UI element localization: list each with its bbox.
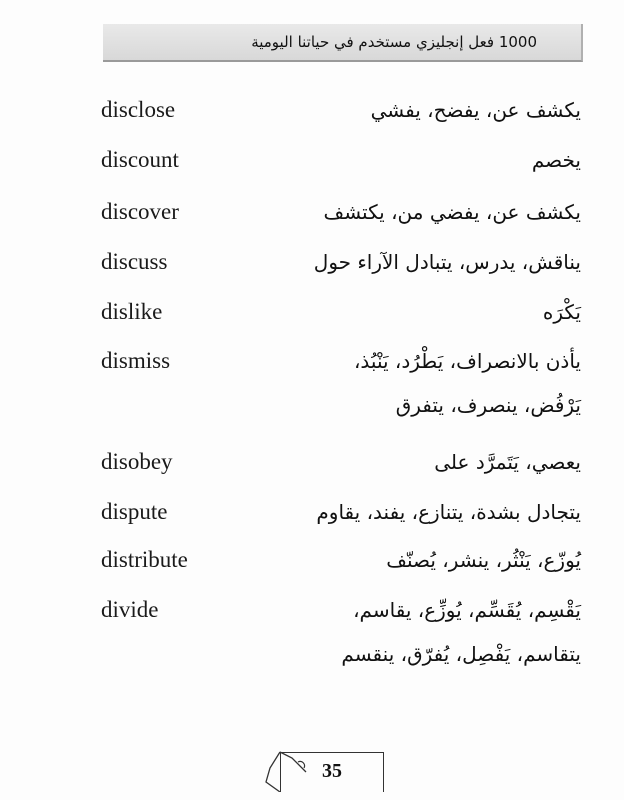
page-header [103, 24, 583, 62]
vocab-entry [0, 590, 624, 680]
arabic-meaning: يُوزّع، يَنْثُر، ينشر، يُصنّف [386, 548, 581, 572]
english-word: dislike [101, 299, 163, 324]
vocab-entry [0, 242, 624, 282]
english-word: dismiss [101, 348, 171, 373]
english-word: discuss [101, 249, 168, 274]
arabic-meaning: يَكْرَه [542, 300, 581, 324]
english-word: discount [101, 147, 179, 172]
arabic-meaning: يكشف عن، يفضي من، يكتشف [323, 200, 581, 224]
header-title: 1000 فعل إنجليزي مستخدم في حياتنا اليومية [251, 33, 537, 51]
page-footer [262, 742, 390, 792]
arabic-meaning-continued: يَرْفُض، ينصرف، يتفرق [395, 393, 581, 417]
arabic-meaning: يكشف عن، يفضح، يفشي [370, 98, 581, 122]
vocab-entry [0, 341, 624, 431]
arabic-meaning-continued: يتقاسم، يَفْصِل، يُفرّق، ينقسم [341, 642, 581, 666]
english-word: disclose [101, 97, 176, 122]
page-number: 35 [322, 760, 342, 782]
arabic-meaning: يعصي، يَتَمرَّد على [434, 450, 581, 474]
vocab-entry [0, 140, 624, 180]
arabic-meaning: يناقش، يدرس، يتبادل الآراء حول [313, 250, 581, 274]
vocab-entry [0, 442, 624, 482]
arabic-meaning: يَقْسِم، يُقَسِّم، يُوزِّع، يقاسم، [353, 598, 581, 622]
english-word: disobey [101, 449, 173, 474]
arabic-meaning: يتجادل بشدة، يتنازع، يفند، يقاوم [316, 500, 581, 524]
english-word: discover [101, 199, 179, 224]
arabic-meaning: يخصم [531, 148, 581, 172]
vocab-entry [0, 492, 624, 532]
vocab-entry [0, 540, 624, 580]
english-word: dispute [101, 499, 168, 524]
vocab-entry [0, 292, 624, 332]
vocab-entry [0, 90, 624, 130]
arabic-meaning: يأذن بالانصراف، يَطْرُد، يَنْبُذ، [353, 349, 581, 373]
english-word: divide [101, 597, 159, 622]
vocab-entry [0, 192, 624, 232]
english-word: distribute [101, 547, 188, 572]
